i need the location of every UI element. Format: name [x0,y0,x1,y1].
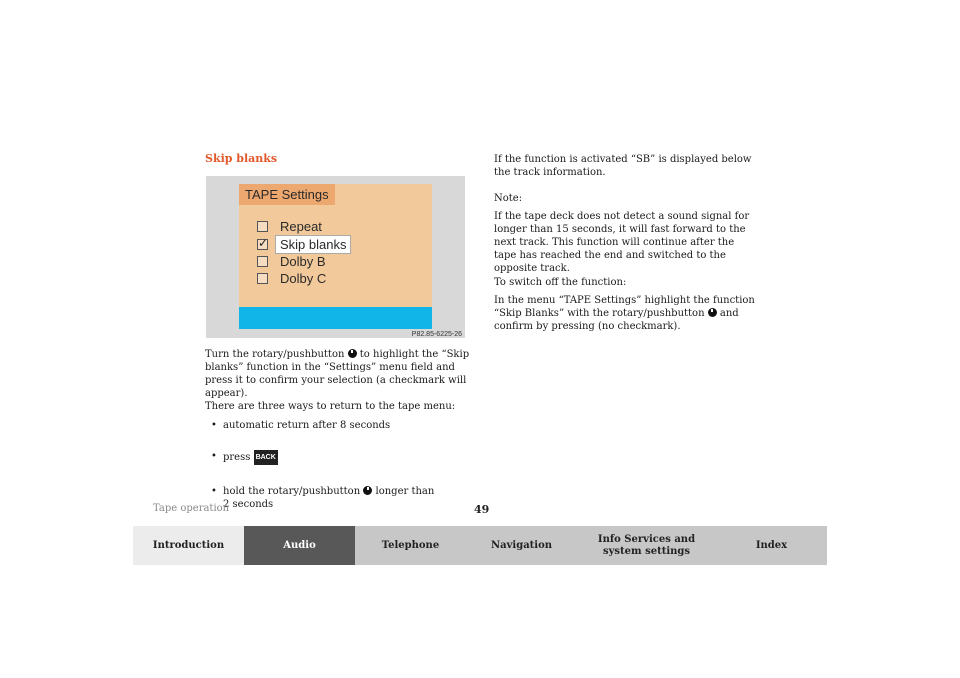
checkbox-icon [257,221,268,232]
bullet-auto-return: • automatic return after 8 seconds [211,419,483,432]
menu-item-dolby-c [257,270,326,287]
screen-title: TAPE Settings [239,184,335,205]
menu-item-label: Dolby C [280,271,327,286]
switch-off-heading: To switch off the function: [494,277,627,288]
ways-intro: There are three ways to return to the tape menu: [205,401,456,412]
menu-item-repeat [257,218,322,235]
tab-telephone[interactable]: Telephone [355,526,466,565]
tab-info-services[interactable]: Info Services and system settings [577,526,716,565]
tab-index[interactable]: Index [716,526,827,565]
switch-off-paragraph: In the menu “TAPE Settings” highlight the function “Skip Blanks” with the rotary/pushbutton and confirm by pressing (no checkmark). [494,295,755,332]
checkbox-icon [257,256,268,267]
instruction-paragraph: Turn the rotary/pushbutton to highlight the “Skip blanks” function in the “Settings” menu field and press it to confirm your selection (a checkmark will appear). [205,349,470,399]
page-number: 49 [474,503,490,516]
figure-code: P82.85-6225-26 [411,331,462,338]
checkbox-icon [257,273,268,284]
rotary-pushbutton-icon [708,308,717,317]
tape-settings-figure [206,176,465,338]
tab-audio[interactable]: Audio [244,526,355,565]
bullet-hold-button: • hold the rotary/pushbutton longer than 2 seconds [211,485,483,511]
screen-status-bar [239,307,432,329]
rotary-pushbutton-icon [348,349,357,358]
tape-settings-screen [239,184,432,329]
checkbox-checked-icon [257,239,268,250]
menu-item-label: Repeat [280,219,322,234]
tab-introduction[interactable]: Introduction [133,526,244,565]
section-heading: Skip blanks [205,152,278,165]
rotary-pushbutton-icon [363,486,372,495]
footer-section-title: Tape operation [153,503,230,514]
menu-item-label: Dolby B [280,254,326,269]
activation-paragraph: If the function is activated “SB” is displayed below the track information. [494,154,752,178]
menu-item-label: Skip blanks [275,235,351,254]
note-label: Note: [494,193,523,204]
bullet-press-back: • press BACK [211,450,483,465]
tab-navigation[interactable]: Navigation [466,526,577,565]
note-paragraph: If the tape deck does not detect a sound signal for longer than 15 seconds, it will fast forward to the next track. This function will continue after the tape has reached the end and switched to the opposite track. [494,211,750,274]
menu-item-skip-blanks [257,236,351,253]
chapter-tab-bar [133,526,827,565]
menu-item-dolby-b [257,253,326,270]
back-button-icon: BACK [254,450,278,465]
